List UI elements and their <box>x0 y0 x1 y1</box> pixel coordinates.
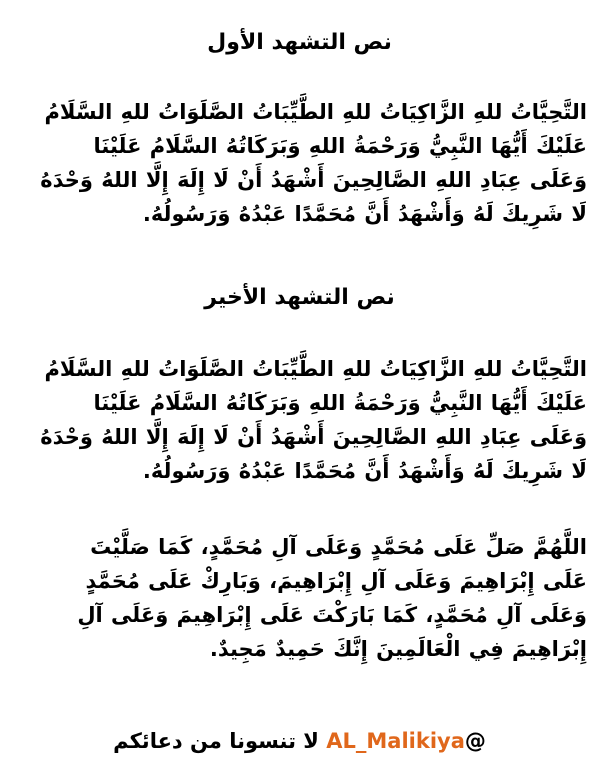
text-line: وَعَلَى عِبَادِ اللهِ الصَّالِحِينَ أَشْهَدُ أَنْ لَا إِلَهَ إِلَّا اللهُ وَحْدَهُ <box>40 425 587 449</box>
text-line: التَّحِيَّاتُ للهِ الزَّاكِيَاتُ للهِ الطَّيِّبَاتُ الصَّلَوَاتُ للهِ السَّلَامُ <box>44 100 587 124</box>
account-handle[interactable]: AL_Malikiya <box>326 729 465 753</box>
text-line: إِبْرَاهِيمَ فِي الْعَالَمِينَ إِنَّكَ حَمِيدٌ مَجِيدٌ. <box>209 637 587 661</box>
tashahhud-first-text <box>12 95 587 231</box>
text-line: لَا شَرِيكَ لَهُ وَأَشْهَدُ أَنَّ مُحَمَّدًا عَبْدُهُ وَرَسُولُهُ. <box>142 202 587 226</box>
text-line: لَا شَرِيكَ لَهُ وَأَشْهَدُ أَنَّ مُحَمَّدًا عَبْدُهُ وَرَسُولُهُ. <box>142 459 587 483</box>
at-sign: @ <box>464 729 486 753</box>
text-line: وَعَلَى عِبَادِ اللهِ الصَّالِحِينَ أَشْهَدُ أَنْ لَا إِلَهَ إِلَّا اللهُ وَحْدَهُ <box>40 168 587 192</box>
text-line: عَلَيْكَ أَيُّهَا النَّبِيُّ وَرَحْمَةُ اللهِ وَبَرَكَاتُهُ السَّلَامُ عَلَيْنَا <box>93 134 587 158</box>
text-line: وَعَلَى آلِ مُحَمَّدٍ، كَمَا بَارَكْتَ عَلَى إِبْرَاهِيمَ وَعَلَى آلِ <box>77 603 587 627</box>
text-line: اللَّهُمَّ صَلِّ عَلَى مُحَمَّدٍ وَعَلَى آلِ مُحَمَّدٍ، كَمَا صَلَّيْتَ <box>90 535 587 559</box>
text-line: عَلَى إِبْرَاهِيمَ وَعَلَى آلِ إِبْرَاهِيمَ، وَبَارِكْ عَلَى مُحَمَّدٍ <box>85 569 587 593</box>
footer-prayer-text: لا تنسونا من دعائكم <box>113 729 319 753</box>
text-line: التَّحِيَّاتُ للهِ الزَّاكِيَاتُ للهِ الطَّيِّبَاتُ الصَّلَوَاتُ للهِ السَّلَامُ <box>44 357 587 381</box>
heading-first-tashahhud: نص التشهد الأول <box>207 30 392 55</box>
salawat-ibrahimiyya-text <box>12 530 587 666</box>
text-line: عَلَيْكَ أَيُّهَا النَّبِيُّ وَرَحْمَةُ اللهِ وَبَرَكَاتُهُ السَّلَامُ عَلَيْنَا <box>93 391 587 415</box>
tashahhud-last-text <box>12 352 587 488</box>
footer <box>0 726 599 756</box>
heading-last-tashahhud: نص التشهد الأخير <box>204 285 395 310</box>
